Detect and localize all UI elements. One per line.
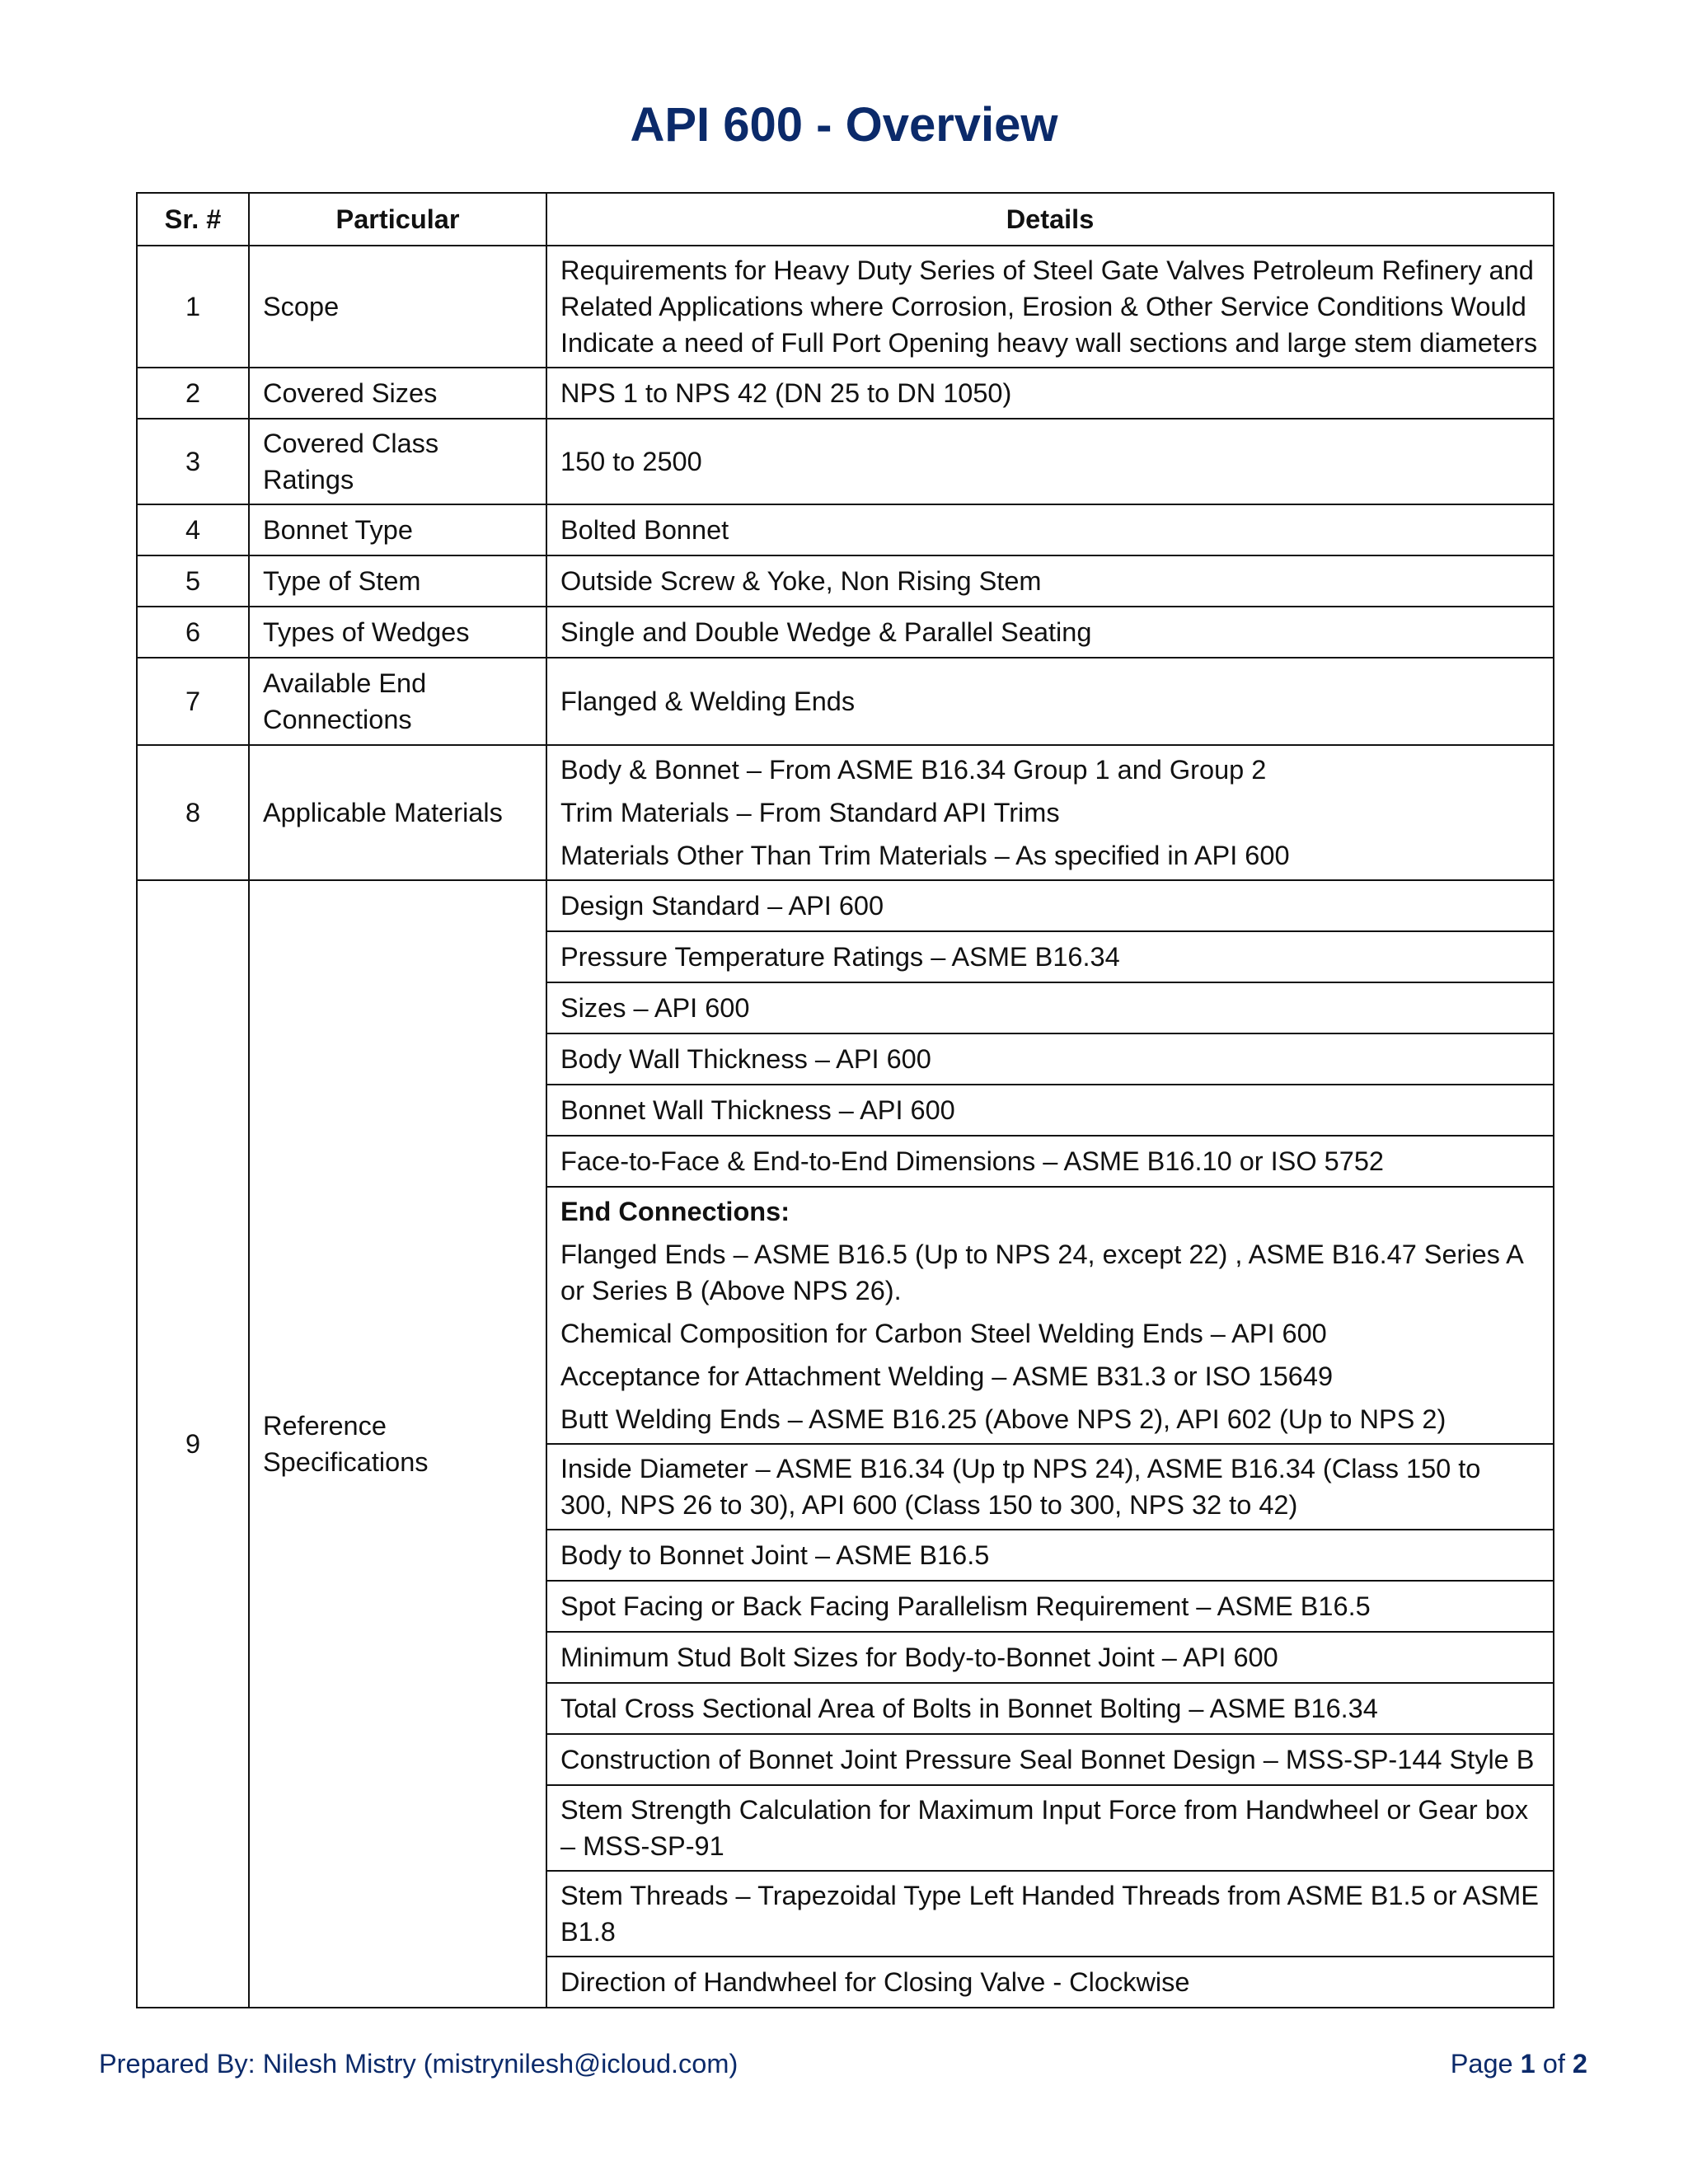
end-connections-cell — [546, 1187, 1554, 1444]
detail-line: Materials Other Than Trim Materials – As specified in API 600 — [560, 841, 1290, 870]
row-detail: Bolted Bonnet — [546, 504, 1554, 555]
row-detail: 150 to 2500 — [546, 419, 1554, 504]
row-sr: 3 — [137, 419, 249, 504]
row-particular: Type of Stem — [249, 555, 546, 607]
table-row — [137, 555, 1554, 607]
row-detail: Outside Screw & Yoke, Non Rising Stem — [546, 555, 1554, 607]
footer-page-number — [1451, 2049, 1587, 2079]
table-row — [137, 880, 1554, 931]
row-particular: Covered Sizes — [249, 368, 546, 419]
row-sr: 6 — [137, 607, 249, 658]
row-detail: Bonnet Wall Thickness – API 600 — [546, 1085, 1554, 1136]
table-row — [137, 504, 1554, 555]
header-details: Details — [546, 193, 1554, 246]
page-of: of — [1542, 2049, 1565, 2079]
row-detail: Body to Bonnet Joint – ASME B16.5 — [546, 1530, 1554, 1581]
table-row — [137, 246, 1554, 368]
row-particular: Bonnet Type — [249, 504, 546, 555]
row-particular: Covered Class Ratings — [249, 419, 546, 504]
row-detail — [546, 745, 1554, 880]
row-detail: Total Cross Sectional Area of Bolts in Bonnet Bolting – ASME B16.34 — [546, 1683, 1554, 1734]
row-particular: Available End Connections — [249, 658, 546, 745]
table-row — [137, 745, 1554, 880]
table-row — [137, 607, 1554, 658]
row-particular: Types of Wedges — [249, 607, 546, 658]
table-row — [137, 368, 1554, 419]
row-detail: Inside Diameter – ASME B16.34 (Up tp NPS 24), ASME B16.34 (Class 150 to 300, NPS 26 to 30), API 600 (Class 150 to 300, NPS 32 to 42) — [546, 1444, 1554, 1530]
row-particular: Scope — [249, 246, 546, 368]
row-detail: Minimum Stud Bolt Sizes for Body-to-Bonnet Joint – API 600 — [546, 1632, 1554, 1683]
detail-line: Chemical Composition for Carbon Steel Welding Ends – API 600 — [560, 1319, 1327, 1348]
row-sr: 9 — [137, 880, 249, 2008]
detail-line: Trim Materials – From Standard API Trims — [560, 798, 1060, 827]
row-detail: Single and Double Wedge & Parallel Seating — [546, 607, 1554, 658]
row-detail: Stem Threads – Trapezoidal Type Left Handed Threads from ASME B1.5 or ASME B1.8 — [546, 1871, 1554, 1957]
header-row — [137, 193, 1554, 246]
page-current: 1 — [1520, 2049, 1536, 2079]
footer-prepared-by: Prepared By: Nilesh Mistry (mistrynilesh@icloud.com) — [99, 2049, 738, 2079]
row-detail: Requirements for Heavy Duty Series of Steel Gate Valves Petroleum Refinery and Related Applications where Corrosion, Erosion & Other Service Conditions Would Indicate a need of Full Port Opening heavy wall sections and large stem diameters — [546, 246, 1554, 368]
row-sr: 2 — [137, 368, 249, 419]
row-particular: Applicable Materials — [249, 745, 546, 880]
detail-line: Acceptance for Attachment Welding – ASME B31.3 or ISO 15649 — [560, 1361, 1334, 1391]
page-total: 2 — [1572, 2049, 1587, 2079]
row-sr: 5 — [137, 555, 249, 607]
page-prefix: Page — [1450, 2049, 1513, 2079]
header-particular: Particular — [249, 193, 546, 246]
row-detail: Design Standard – API 600 — [546, 880, 1554, 931]
detail-line: Flanged Ends – ASME B16.5 (Up to NPS 24, except 22) , ASME B16.47 Series A or Series B (Above NPS 26). — [560, 1240, 1523, 1305]
row-sr: 4 — [137, 504, 249, 555]
row-detail: Flanged & Welding Ends — [546, 658, 1554, 745]
end-connections-heading: End Connections: — [560, 1197, 790, 1226]
page-title: API 600 - Overview — [630, 98, 1058, 152]
row-detail: Construction of Bonnet Joint Pressure Seal Bonnet Design – MSS-SP-144 Style B — [546, 1734, 1554, 1785]
row-detail: Face-to-Face & End-to-End Dimensions – ASME B16.10 or ISO 5752 — [546, 1136, 1554, 1187]
row-detail: Sizes – API 600 — [546, 982, 1554, 1033]
detail-line: Body & Bonnet – From ASME B16.34 Group 1 and Group 2 — [560, 755, 1267, 785]
row-detail: Stem Strength Calculation for Maximum Input Force from Handwheel or Gear box – MSS-SP-91 — [546, 1785, 1554, 1871]
row-sr: 7 — [137, 658, 249, 745]
row-detail: Body Wall Thickness – API 600 — [546, 1033, 1554, 1085]
row-particular: Reference Specifications — [249, 880, 546, 2008]
overview-table — [136, 192, 1554, 2008]
row-sr: 8 — [137, 745, 249, 880]
detail-line: Butt Welding Ends – ASME B16.25 (Above NPS 2), API 602 (Up to NPS 2) — [560, 1404, 1447, 1434]
row-detail: Spot Facing or Back Facing Parallelism Requirement – ASME B16.5 — [546, 1581, 1554, 1632]
row-detail: NPS 1 to NPS 42 (DN 25 to DN 1050) — [546, 368, 1554, 419]
table-row — [137, 658, 1554, 745]
row-detail: Direction of Handwheel for Closing Valve - Clockwise — [546, 1957, 1554, 2008]
row-detail: Pressure Temperature Ratings – ASME B16.34 — [546, 931, 1554, 982]
table-row — [137, 419, 1554, 504]
row-sr: 1 — [137, 246, 249, 368]
header-sr: Sr. # — [137, 193, 249, 246]
